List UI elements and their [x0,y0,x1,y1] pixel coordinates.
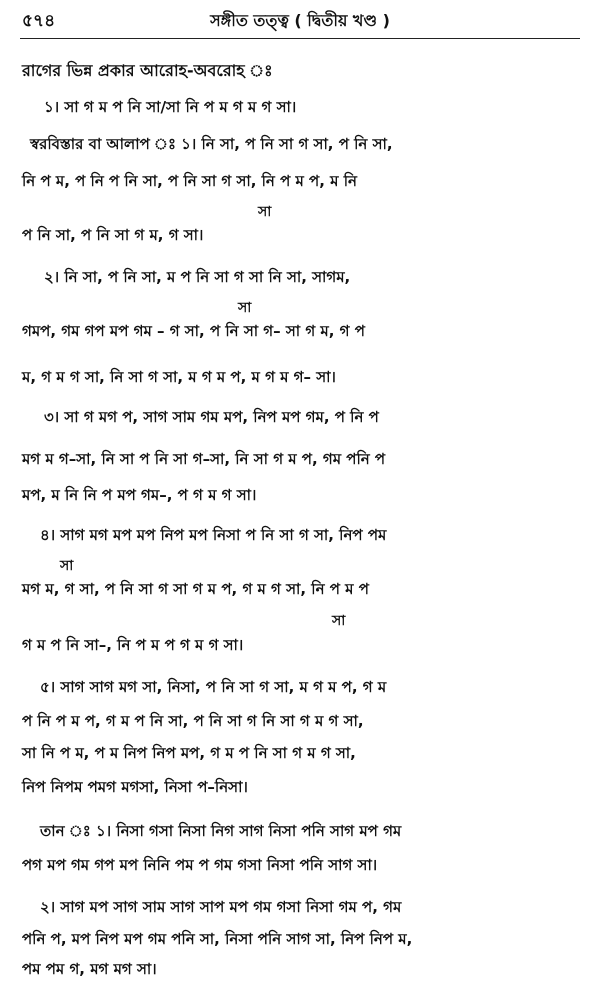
text-line: ২। সাগ মপ সাগ সাম সাগ সাপ মপ গম গসা নিসা গম প, গম [40,898,402,916]
text-line-super: সা [238,300,252,316]
text-line: পগ মপ গম গপ মপ নিনি পম প গম গসা নিসা পনি সাগ সা। [22,856,378,874]
text-line: গমপ, গম গপ মপ গম – গ সা, প নি সা গ– সা গ ম, গ প [22,322,365,340]
text-line: নি প ম, প নি প নি সা, প নি সা গ সা, নি প ম প, ম নি [22,172,357,190]
text-line: ৩। সা গ মগ প, সাগ সাম গম মপ, নিপ মপ গম, প নি প [44,408,379,426]
text-line: প নি সা, প নি সা গ ম, গ সা। [22,226,204,244]
text-line: ৪। সাগ মগ মপ মপ নিপ মপ নিসা প নি সা গ সা, নিপ পম [40,526,387,544]
page-title: সঙ্গীত তত্ত্ব ( দ্বিতীয় খণ্ড ) [210,11,390,30]
header-rule [20,38,580,39]
text-line: স্বরবিস্তার বা আলাপ ঃ ১। নি সা, প নি সা গ সা, প নি সা, [30,135,393,153]
text-line: ম, গ ম গ সা, নি সা গ সা, ম গ ম প, ম গ ম গ– সা। [22,368,336,386]
text-line: মগ ম গ–সা, নি সা প নি সা গ–সা, নি সা গ ম প, গম পনি প [22,450,386,468]
section-heading: রাগের ভিন্ন প্রকার আরোহ-অবরোহ ঃ [22,61,273,80]
text-line: ২। নি সা, প নি সা, ম প নি সা গ সা নি সা, সাগম, [44,268,351,286]
text-line: ১। সা গ ম প নি সা/সা নি প ম গ ম গ সা। [44,98,297,116]
text-line: নিপ নিপম পমগ মগসা, নিসা প–নিসা। [22,778,248,796]
text-line: গ ম প নি সা–, নি প ম প গ ম গ সা। [22,636,244,654]
text-line: ৫। সাগ সাগ মগ সা, নিসা, প নি সা গ সা, ম গ ম প, গ ম [40,678,387,696]
text-line: সা নি প ম, প ম নিপ নিপ মপ, গ ম প নি সা গ ম গ সা, [22,744,356,762]
text-line-super: সা [258,204,272,220]
text-line-super: সা [60,558,74,574]
text-line: পম পম গ, মগ মগ সা। [22,960,157,978]
text-line: মগ ম, গ সা, প নি সা গ সা গ ম প, গ ম গ সা, নি প ম প [22,580,369,598]
text-line-super: সা [332,613,346,629]
text-line: প নি প ম প, গ ম প নি সা, প নি সা গ নি সা গ ম গ সা, [22,712,364,730]
text-line: পনি প, মপ নিপ মপ গম পনি সা, নিসা পনি সাগ সা, নিপ নিপ ম, [22,930,413,948]
text-line: তান ঃ ১। নিসা গসা নিসা নিগ সাগ নিসা পনি সাগ মপ গম [40,822,402,840]
text-line: মপ, ম নি নি প মপ গম–, প গ ম গ সা। [22,486,257,504]
page-number: ৫৭৪ [22,11,56,31]
